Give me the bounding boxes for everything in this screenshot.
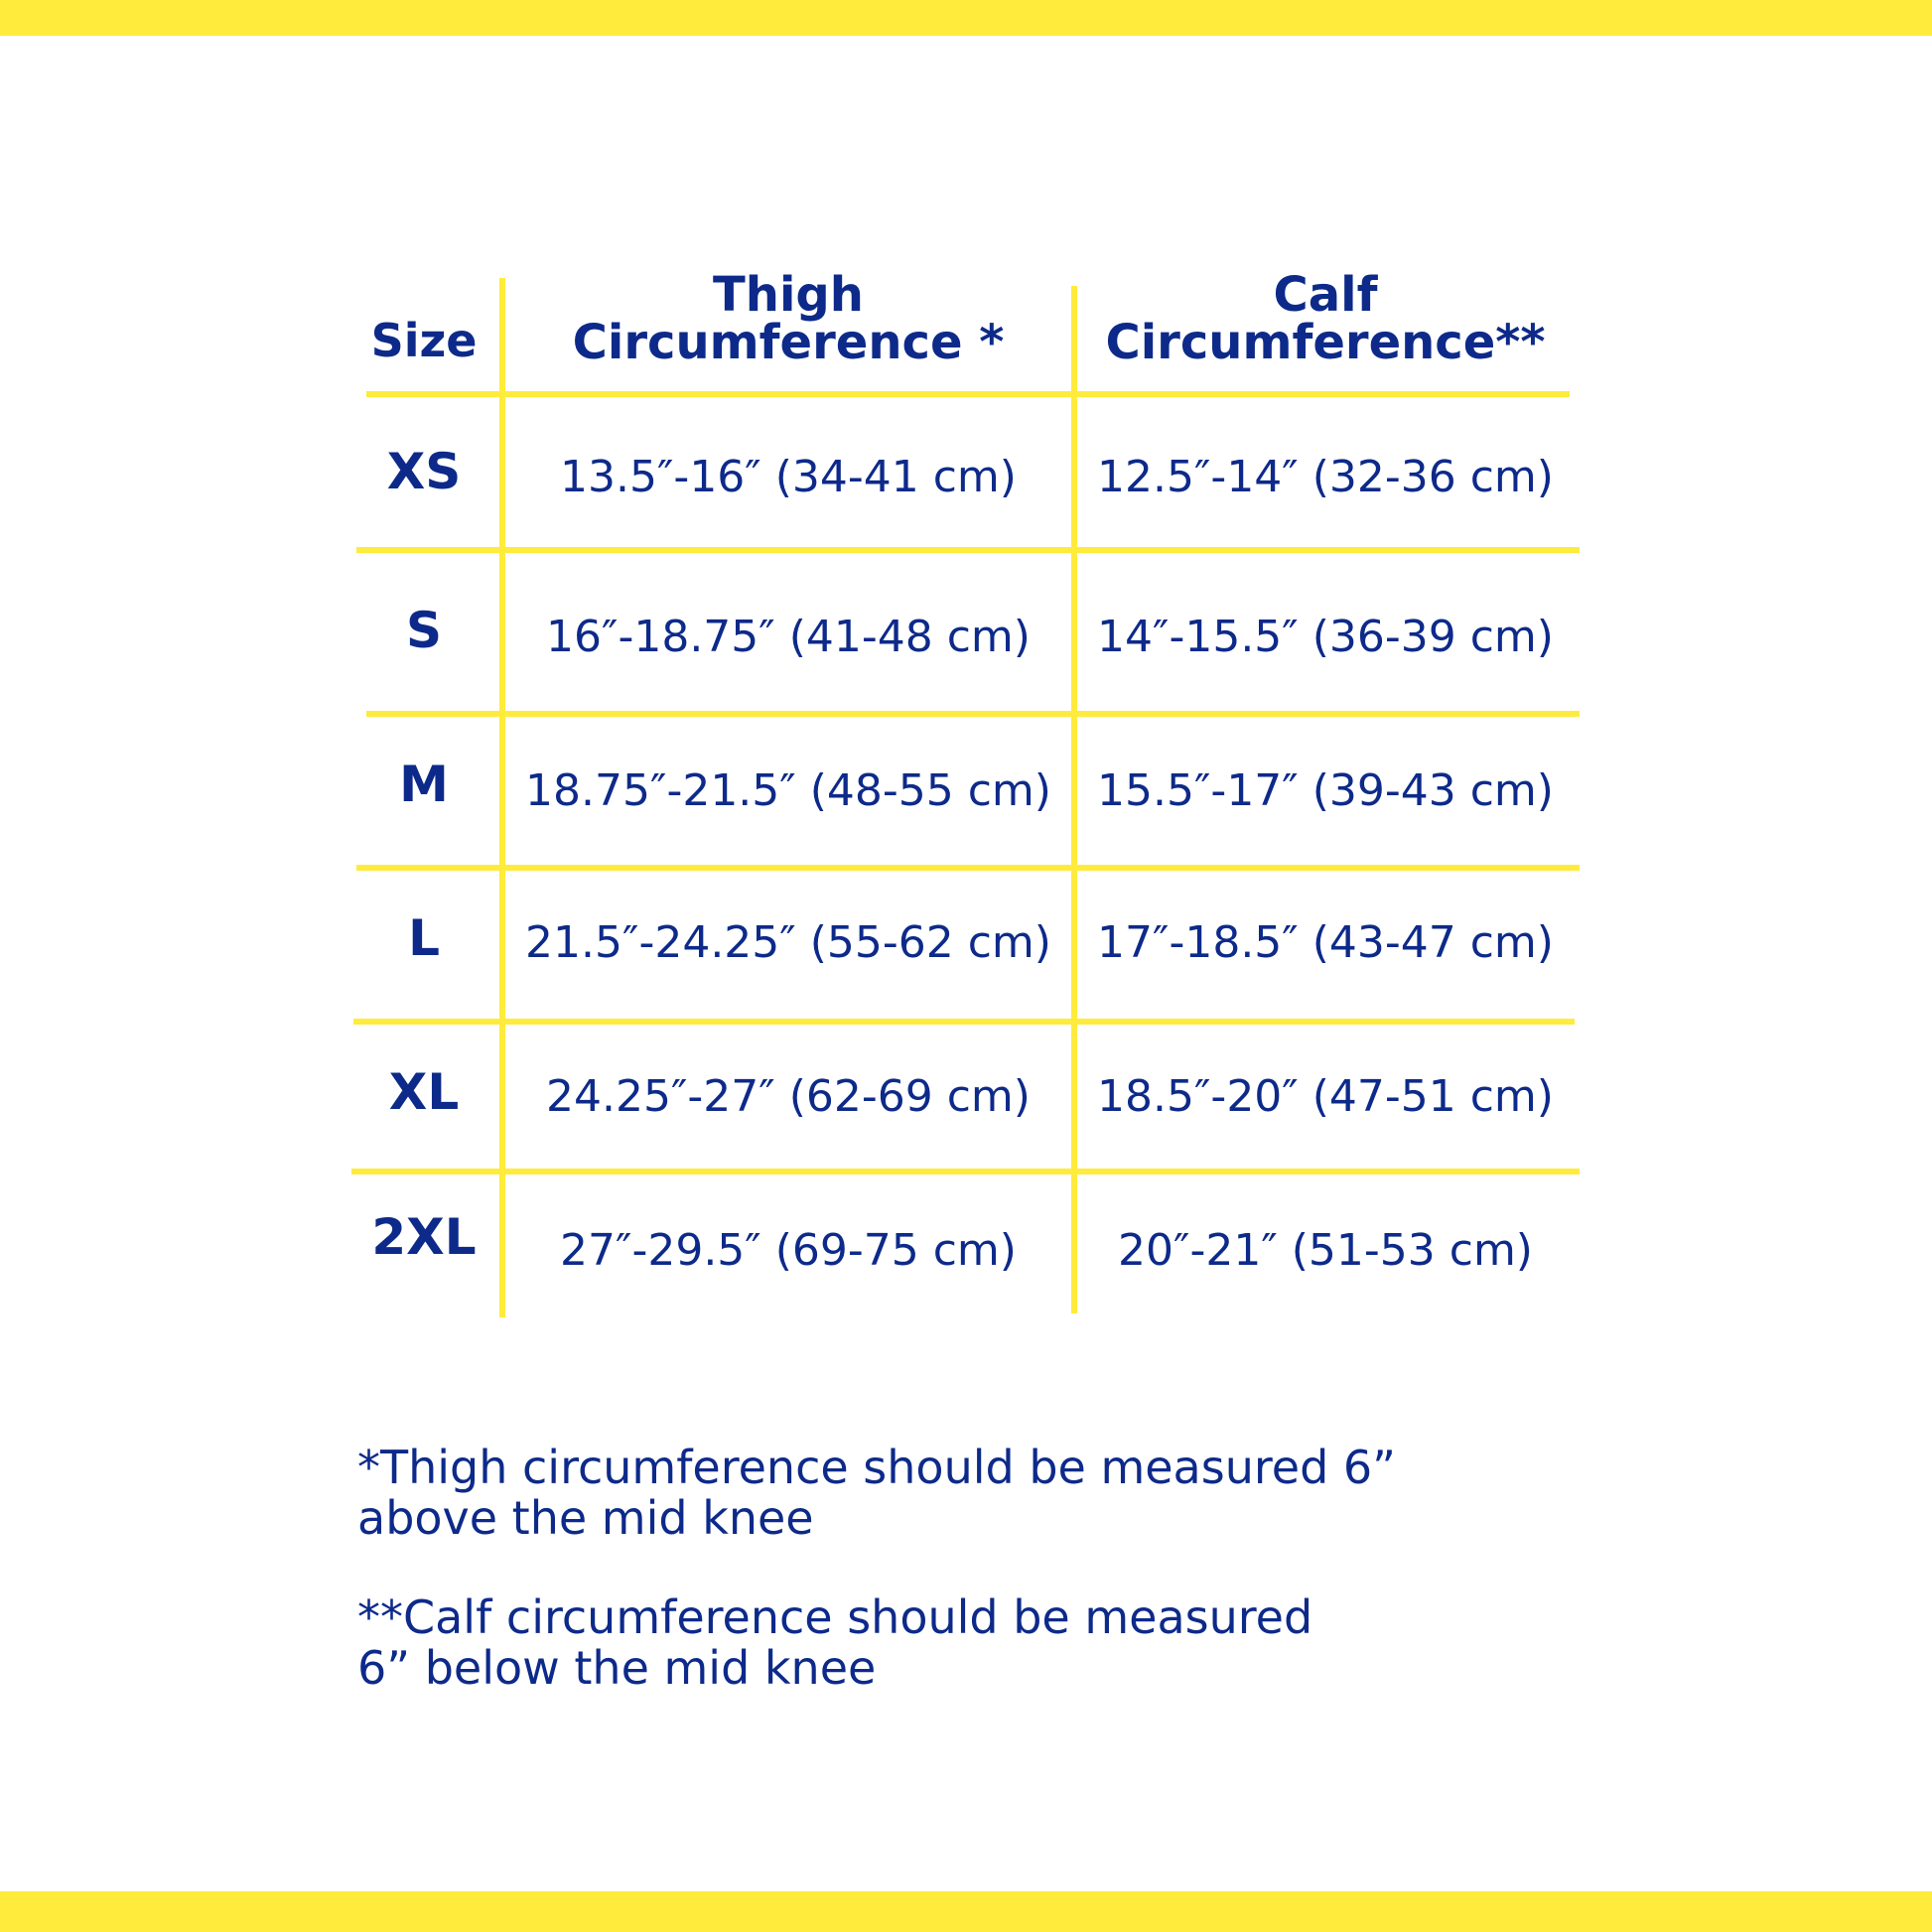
- calf-value: 15.5″-17″ (39-43 cm): [1097, 765, 1554, 816]
- footnote-calf-line1: **Calf circumference should be measured: [357, 1590, 1313, 1644]
- top-accent-band: [0, 0, 1932, 36]
- grid-line-row-4: [353, 1019, 1575, 1025]
- header-size: [353, 314, 494, 367]
- header-calf: [1078, 267, 1573, 370]
- header-size-label: Size: [370, 314, 478, 367]
- grid-line-row-3: [356, 865, 1580, 871]
- size-label: L: [408, 909, 440, 967]
- calf-value: 18.5″-20″ (47-51 cm): [1097, 1071, 1554, 1122]
- size-label: XL: [388, 1063, 460, 1121]
- size-label: XS: [386, 443, 462, 500]
- calf-value: 14″-15.5″ (36-39 cm): [1097, 612, 1554, 662]
- thigh-value: 27″-29.5″ (69-75 cm): [560, 1225, 1017, 1276]
- calf-value: 12.5″-14″ (32-36 cm): [1097, 452, 1554, 502]
- size-label: M: [399, 756, 449, 813]
- footnote-calf-line2: 6” below the mid knee: [357, 1641, 877, 1695]
- grid-line-header: [366, 391, 1570, 397]
- thigh-value: 18.75″-21.5″ (48-55 cm): [525, 765, 1051, 816]
- footnote-thigh-line1: *Thigh circumference should be measured 6”: [357, 1441, 1396, 1494]
- grid-line-row-2: [366, 711, 1580, 717]
- grid-line-row-1: [356, 547, 1580, 553]
- header-calf-line1: Calf: [1273, 267, 1378, 323]
- size-label: S: [405, 602, 442, 659]
- grid-line-vertical-right: [1071, 286, 1077, 1313]
- header-thigh: [512, 267, 1064, 370]
- thigh-value: 24.25″-27″ (62-69 cm): [546, 1071, 1031, 1122]
- thigh-value: 13.5″-16″ (34-41 cm): [560, 452, 1017, 502]
- size-label: 2XL: [371, 1208, 477, 1266]
- bottom-accent-band: [0, 1891, 1932, 1932]
- thigh-value: 21.5″-24.25″ (55-62 cm): [525, 917, 1051, 968]
- calf-value: 17″-18.5″ (43-47 cm): [1097, 917, 1554, 968]
- calf-value: 20″-21″ (51-53 cm): [1118, 1225, 1533, 1276]
- footnote-calf: [357, 1592, 1312, 1694]
- grid-line-vertical-left: [499, 278, 505, 1317]
- thigh-value: 16″-18.75″ (41-48 cm): [546, 612, 1031, 662]
- header-calf-line2: Circumference**: [1105, 315, 1546, 370]
- footnote-thigh-line2: above the mid knee: [357, 1491, 814, 1545]
- header-thigh-line1: Thigh: [713, 267, 864, 323]
- footnote-thigh: [357, 1443, 1396, 1544]
- grid-line-row-5: [351, 1169, 1580, 1174]
- header-thigh-line2: Circumference *: [572, 315, 1005, 370]
